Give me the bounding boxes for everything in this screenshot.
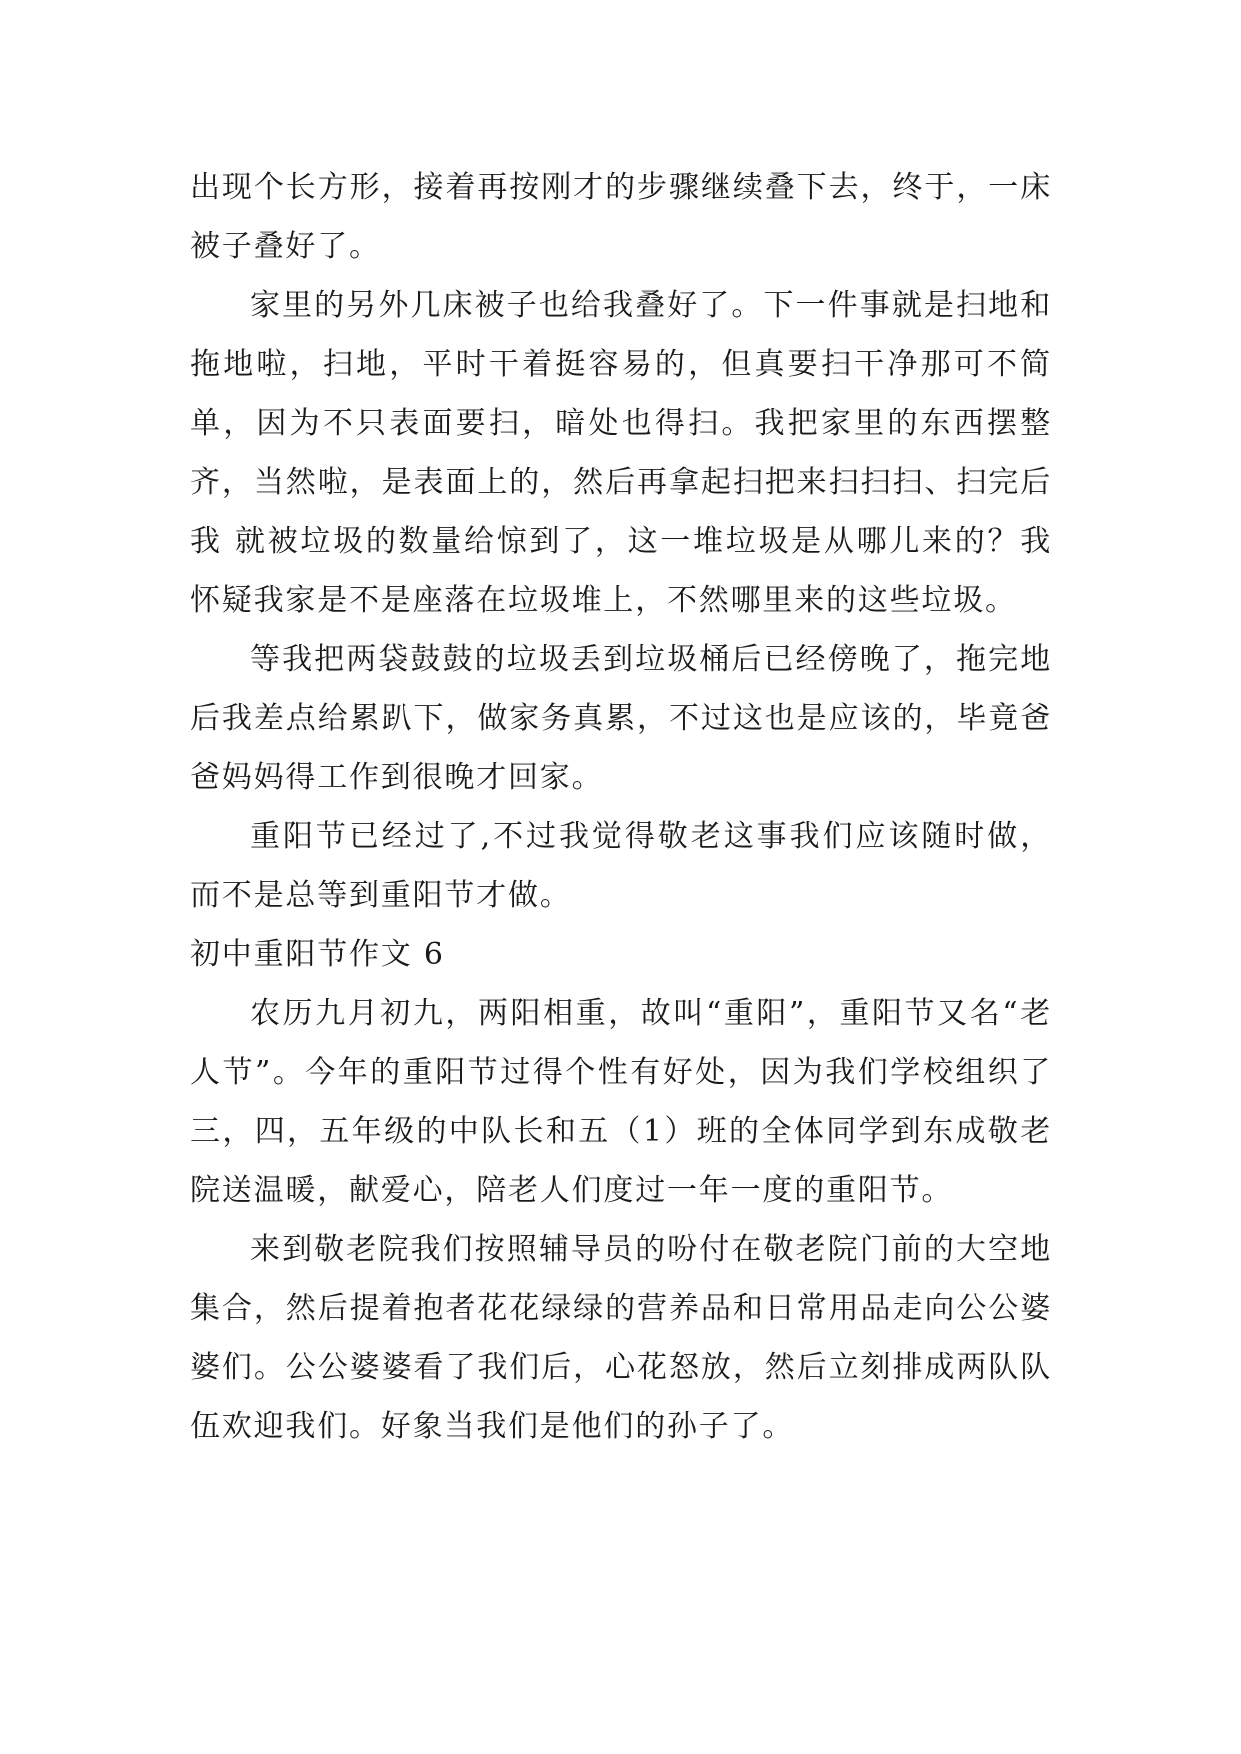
paragraph-festival-intro: 农历九月初九，两阳相重，故叫“重阳”，重阳节又名“老人节”。今年的重阳节过得个性有好处，因为我们学校组织了三，四，五年级的中队长和五（1）班的全体同学到东成敬老院送温暖，献爱心，陪老人们度过一年一度的重阳节。 [190, 996, 1052, 1208]
paragraph-housework: 家里的另外几床被子也给我叠好了。下一件事就是扫地和拖地啦，扫地，平时干着挺容易的，但真要扫干净那可不简单，因为不只表面要扫，暗处也得扫。我把家里的东西摆整齐，当然啦，是表面上的，然后再拿起扫把来扫扫扫、扫完后我 就被垃圾的数量给惊到了，这一堆垃圾是从哪儿来的？我怀疑我家是不是座落在垃圾堆上，不然哪里来的这些垃圾。 [190, 288, 1052, 618]
essay-text [190, 158, 1052, 1456]
paragraph-reflection: 重阳节已经过了,不过我觉得敬老这事我们应该随时做，而不是总等到重阳节才做。 [190, 819, 1052, 913]
paragraph-continuation: 出现个长方形，接着再按刚才的步骤继续叠下去，终于，一床被子叠好了。 [190, 170, 1052, 264]
essay-heading: 初中重阳节作文 6 [190, 937, 445, 972]
paragraph-evening: 等我把两袋鼓鼓的垃圾丢到垃圾桶后已经傍晚了，拖完地后我差点给累趴下，做家务真累，不过这也是应该的，毕竟爸爸妈妈得工作到很晚才回家。 [190, 642, 1052, 795]
paragraph-nursing-home: 来到敬老院我们按照辅导员的吩付在敬老院门前的大空地集合，然后提着抱者花花绿绿的营养品和日常用品走向公公婆婆们。公公婆婆看了我们后，心花怒放，然后立刻排成两队队伍欢迎我们。好象当我们是他们的孙子了。 [190, 1232, 1052, 1444]
